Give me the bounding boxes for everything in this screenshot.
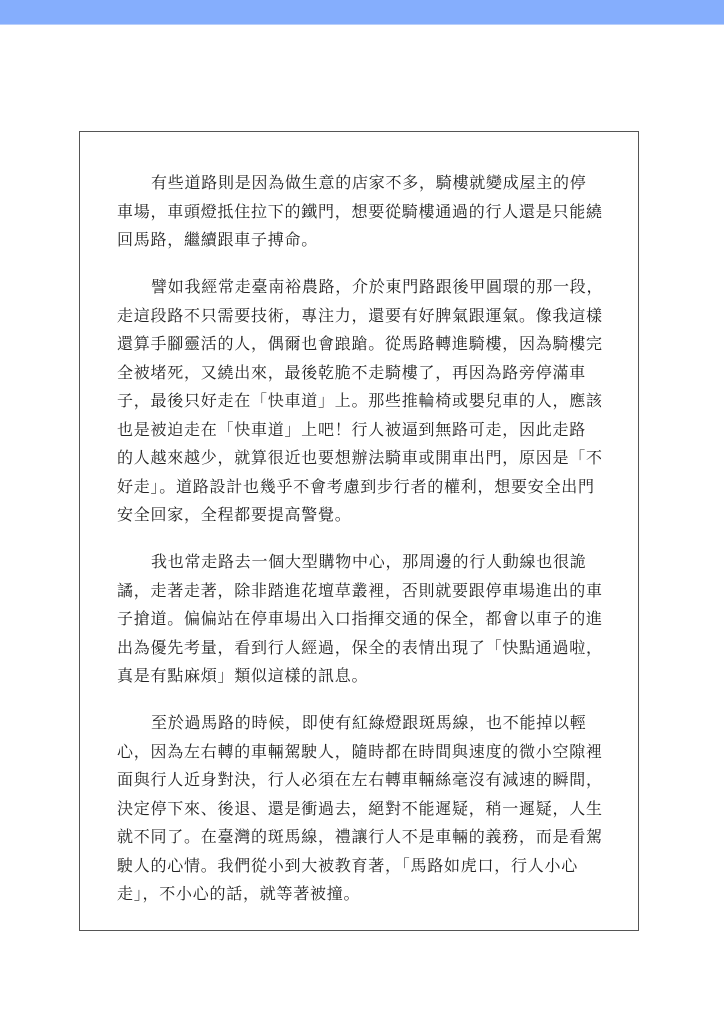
text-line: 子，最後只好走在「快車道」上。那些推輪椅或嬰兒車的人，應該 [117, 391, 603, 410]
paragraph-3 [117, 548, 607, 691]
text-line: 駛人的心情。我們從小到大被教育著，「馬路如虎口，行人小心 [117, 855, 579, 875]
text-line: 面與行人近身對決，行人必須在左右轉車輛絲毫沒有減速的瞬間， [117, 770, 603, 789]
text-line: 回馬路，繼續跟車子搏命。 [117, 230, 319, 249]
text-line: 真是有點麻煩」類似這樣的訊息。 [117, 666, 369, 685]
text-line: 好走」。道路設計也幾乎不會考慮到步行者的權利，想要安全出門 [117, 476, 595, 496]
text-line: 決定停下來、後退、還是衝過去，絕對不能遲疑，稍一遲疑，人生 [117, 798, 603, 818]
text-line: 就不同了。在臺灣的斑馬線，禮讓行人不是車輛的義務，而是看駕 [117, 827, 603, 846]
paragraph-2 [117, 273, 607, 530]
paragraph-1 [117, 169, 607, 255]
text-line: 安全回家，全程都要提高警覺。 [117, 505, 352, 524]
text-line: 出為優先考量，看到行人經過，保全的表情出現了「快點通過啦， [117, 637, 603, 657]
text-line: 車場，車頭燈抵住拉下的鐵門，想要從騎樓通過的行人還是只能繞 [117, 201, 603, 221]
text-line: 還算手腳靈活的人，偶爾也會踉蹌。從馬路轉進騎樓，因為騎樓完 [117, 334, 603, 353]
text-line: 有些道路則是因為做生意的店家不多，騎樓就變成屋主的停 [151, 173, 587, 192]
text-line: 也是被迫走在「快車道」上吧！行人被逼到無路可走，因此走路 [117, 419, 587, 439]
document-body [117, 169, 607, 927]
text-line: 的人越來越少，就算很近也要想辦法騎車或開車出門，原因是「不 [117, 448, 603, 467]
text-line: 譬如我經常走臺南裕農路，介於東門路跟後甲圓環的那一段， [151, 277, 604, 296]
text-line: 我也常走路去一個大型購物中心，那周邊的行人動線也很詭 [151, 552, 587, 571]
paragraph-4 [117, 709, 607, 909]
text-line: 譎，走著走著，除非踏進花壇草叢裡，否則就要跟停車場進出的車 [117, 580, 603, 600]
text-line: 至於過馬路的時候，即使有紅綠燈跟斑馬線，也不能掉以輕 [151, 713, 587, 732]
text-line: 心，因為左右轉的車輛駕駛人，隨時都在時間與速度的微小空隙裡 [117, 741, 603, 761]
text-line: 走」，不小心的話，就等著被撞。 [117, 884, 361, 903]
text-line: 走這段路不只需要技術，專注力，還要有好脾氣跟運氣。像我這樣 [117, 305, 603, 325]
text-line: 全被堵死，又繞出來，最後乾脆不走騎樓了，再因為路旁停滿車 [117, 362, 587, 382]
top-bar [0, 0, 724, 25]
text-line: 子搶道。偏偏站在停車場出入口指揮交通的保全，都會以車子的進 [117, 609, 603, 628]
